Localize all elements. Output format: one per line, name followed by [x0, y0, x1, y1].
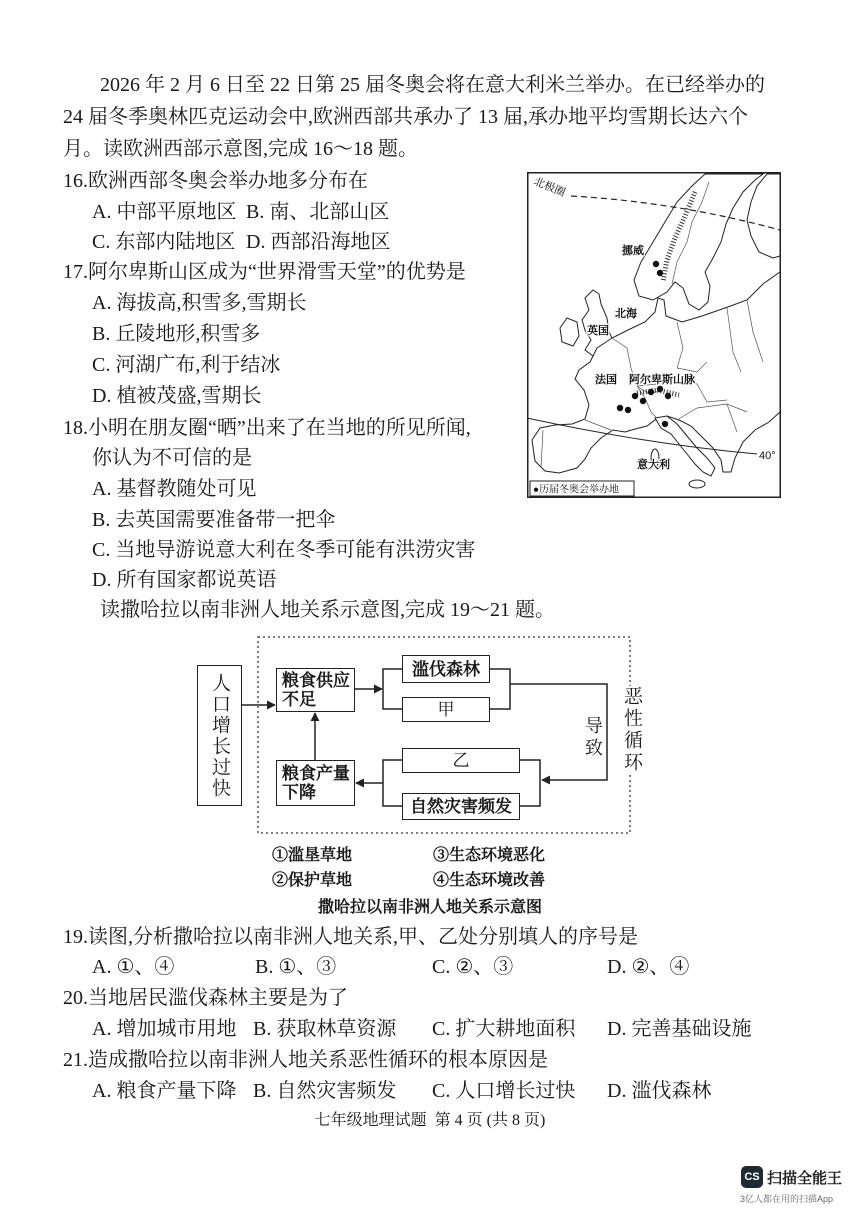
- question-16-stem: 16.欧洲西部冬奥会举办地多分布在: [63, 170, 368, 192]
- q19-option-d: D. ②、④: [607, 956, 690, 978]
- q17-option-d: D. 植被茂盛,雪期长: [92, 385, 262, 407]
- map-label-alps: 阿尔卑斯山脉: [629, 374, 695, 386]
- question-18-stem: 你认为不可信的是: [92, 447, 252, 469]
- host-city-dot: [657, 270, 663, 276]
- passage2-intro: 读撒哈拉以南非洲人地关系示意图,完成 19～21 题。: [100, 599, 555, 621]
- page-footer: 七年级地理试题 第 4 页 (共 8 页): [314, 1112, 546, 1129]
- host-city-dot: [625, 407, 631, 413]
- deforestation-box: 滥伐森林: [402, 655, 490, 683]
- legend-item-3: ③生态环境恶化: [433, 847, 546, 864]
- q16-option-c: C. 东部内陆地区: [92, 231, 236, 253]
- q21-option-a: A. 粮食产量下降: [92, 1080, 237, 1102]
- host-city-dot: [648, 389, 654, 395]
- leads-to-label: 导致: [583, 716, 603, 760]
- map-legend-text: ●历届冬奥会举办地: [533, 484, 620, 496]
- q20-option-b: B. 获取林草资源: [253, 1018, 397, 1040]
- map-label-north-sea: 北海: [615, 308, 637, 320]
- host-city-dot: [653, 261, 659, 267]
- camscanner-logo-icon: CS: [741, 1166, 763, 1188]
- food-decline-box: 粮食产量下降: [276, 760, 355, 806]
- q18-option-a: A. 基督教随处可见: [92, 478, 257, 500]
- q20-option-a: A. 增加城市用地: [92, 1018, 237, 1040]
- population-growth-label: 人口增长过快: [209, 672, 230, 799]
- legend-item-4: ④生态环境改善: [433, 872, 546, 889]
- q18-option-d: D. 所有国家都说英语: [92, 569, 277, 591]
- q16-option-a: A. 中部平原地区: [92, 201, 237, 223]
- map-label-norway: 挪威: [622, 245, 644, 257]
- map-label-italy: 意大利: [637, 459, 670, 471]
- watermark-app-name: 扫描全能王: [767, 1170, 843, 1187]
- western-europe-map: [527, 172, 781, 498]
- question-18-stem: 18.小明在朋友圈“晒”出来了在当地的所见所闻,: [63, 417, 471, 439]
- q19-option-a: A. ①、④: [92, 956, 175, 978]
- watermark-tagline: 3亿人都在用的扫描App: [740, 1194, 834, 1204]
- host-city-dot: [632, 393, 638, 399]
- host-city-dot: [640, 398, 646, 404]
- q16-option-b: B. 南、北部山区: [246, 201, 390, 223]
- question-20-stem: 20.当地居民滥伐森林主要是为了: [63, 987, 348, 1009]
- q21-option-c: C. 人口增长过快: [432, 1080, 576, 1102]
- q19-option-c: C. ②、③: [432, 956, 514, 978]
- q16-option-d: D. 西部沿海地区: [246, 231, 391, 253]
- legend-item-1: ①滥垦草地: [272, 847, 353, 864]
- map-label-france: 法国: [595, 374, 617, 386]
- legend-item-2: ②保护草地: [272, 872, 353, 889]
- question-21-stem: 21.造成撒哈拉以南非洲人地关系恶性循环的根本原因是: [63, 1049, 548, 1071]
- q17-option-a: A. 海拔高,积雪多,雪期长: [92, 292, 307, 314]
- map-label-arctic-circle: 北极圈: [531, 175, 567, 200]
- q20-option-d: D. 完善基础设施: [607, 1018, 752, 1040]
- blank-jia-box: 甲: [402, 697, 490, 722]
- diagram-title: 撒哈拉以南非洲人地关系示意图: [317, 899, 542, 916]
- blank-yi-box: 乙: [402, 748, 520, 773]
- q18-option-b: B. 去英国需要准备带一把伞: [92, 509, 336, 531]
- bracket-actions-right: [490, 669, 510, 709]
- q18-option-c: C. 当地导游说意大利在冬季可能有洪涝灾害: [92, 539, 476, 561]
- q21-option-d: D. 滥伐森林: [607, 1080, 712, 1102]
- bracket-actions-left: [383, 669, 402, 709]
- q19-option-b: B. ①、③: [255, 956, 337, 978]
- natural-disasters-box: 自然灾害频发: [402, 793, 520, 820]
- host-city-dot: [665, 393, 671, 399]
- host-city-dot: [657, 386, 663, 392]
- q17-option-c: C. 河湖广布,利于结冰: [92, 354, 281, 376]
- passage1-line: 月。读欧洲西部示意图,完成 16～18 题。: [63, 138, 418, 160]
- question-17-stem: 17.阿尔卑斯山区成为“世界滑雪天堂”的优势是: [63, 261, 466, 283]
- population-growth-box: [197, 665, 242, 806]
- map-label-uk: 英国: [587, 325, 609, 337]
- human-land-relationship-diagram: [190, 630, 650, 840]
- food-shortage-box: 粮食供应不足: [276, 668, 355, 712]
- question-19-stem: 19.读图,分析撒哈拉以南非洲人地关系,甲、乙处分别填人的序号是: [63, 926, 638, 948]
- bracket-consequences-left: [383, 760, 402, 806]
- q21-option-b: B. 自然灾害频发: [253, 1080, 397, 1102]
- host-city-dot: [617, 405, 623, 411]
- map-label-latitude-40: 40°: [759, 450, 776, 462]
- host-city-dot: [662, 421, 668, 427]
- bracket-consequences-right: [520, 760, 540, 806]
- q17-option-b: B. 丘陵地形,积雪多: [92, 323, 261, 345]
- vicious-cycle-label: 恶性循环: [617, 686, 643, 774]
- q20-option-c: C. 扩大耕地面积: [432, 1018, 576, 1040]
- passage1-line: 2026 年 2 月 6 日至 22 日第 25 届冬奥会将在意大利米兰举办。在已经举办的: [100, 74, 765, 96]
- sicily-landmass: [689, 480, 705, 488]
- passage1-line: 24 届冬季奥林匹克运动会中,欧洲西部共承办了 13 届,承办地平均雪期长达六个: [63, 106, 748, 128]
